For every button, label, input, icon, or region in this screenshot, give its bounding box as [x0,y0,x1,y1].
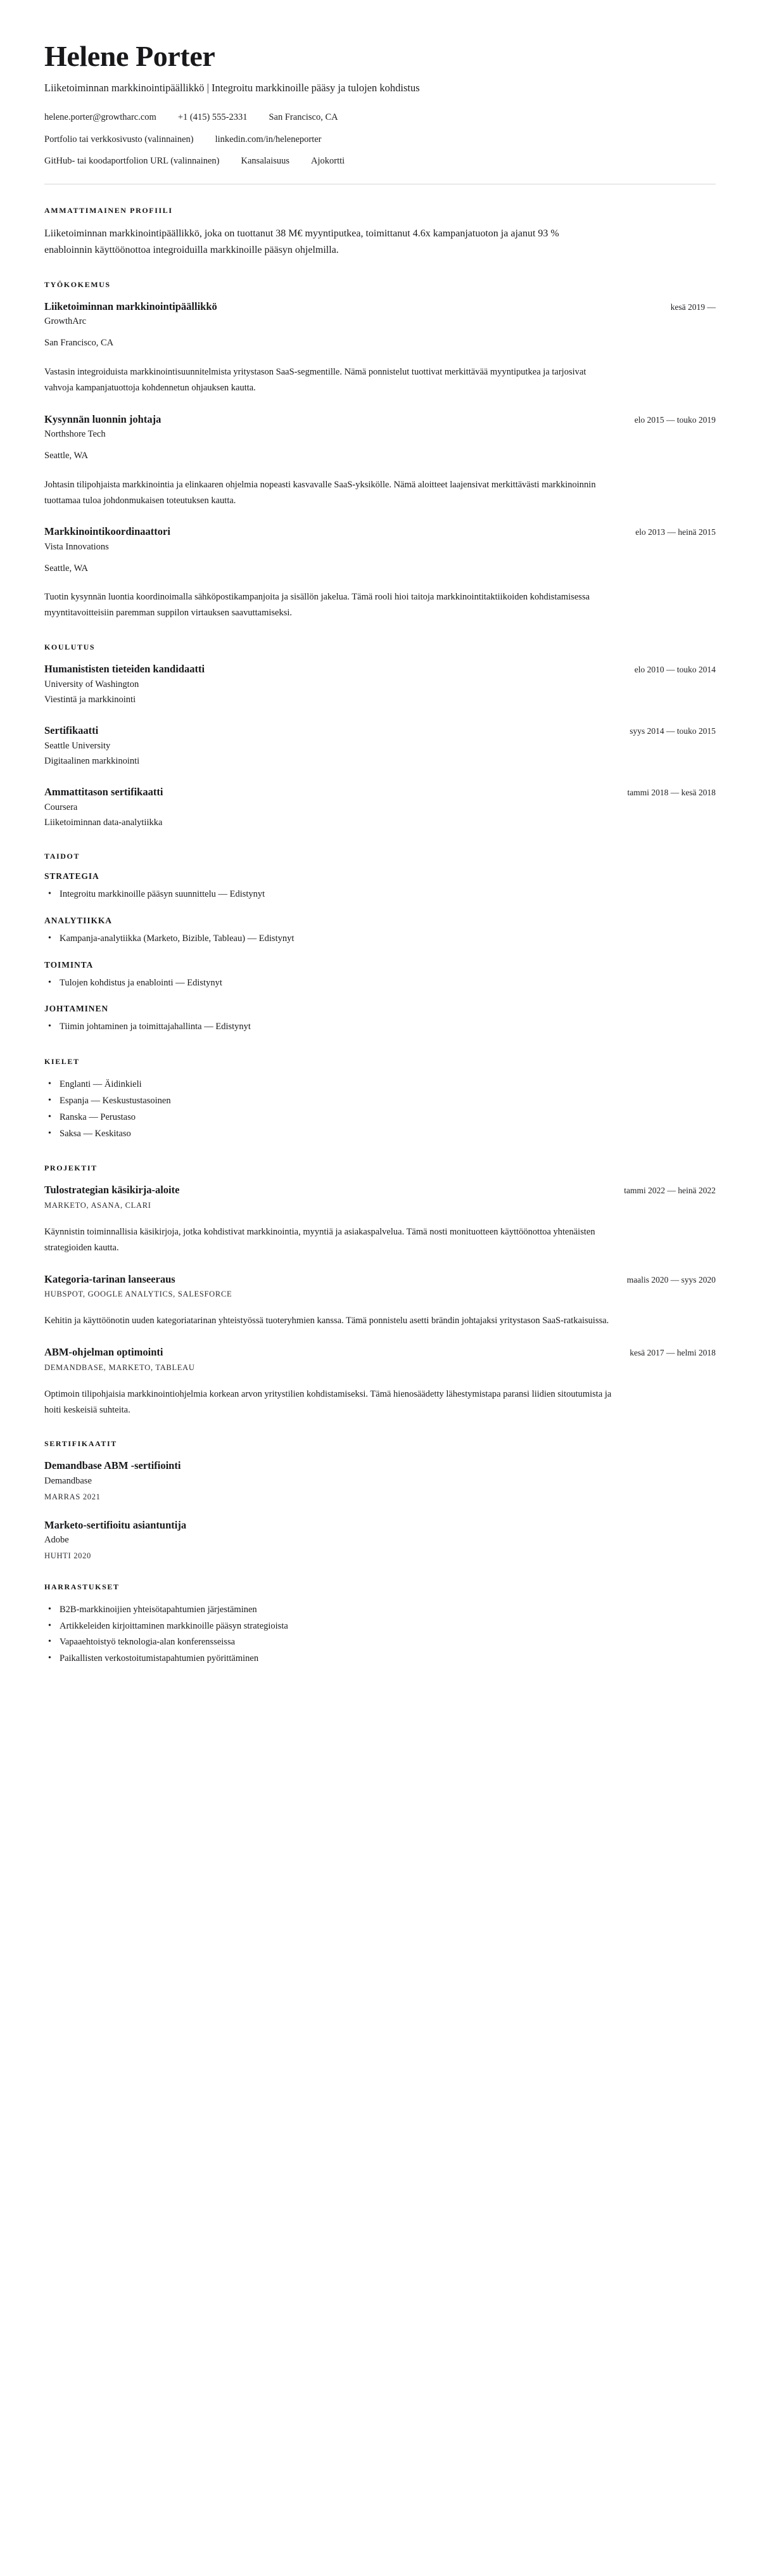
education-entry [44,724,716,769]
contact-row-links [44,133,716,147]
job-location: Seattle, WA [44,450,88,461]
job-location: San Francisco, CA [44,338,114,348]
skill-item: • Tiimin johtaminen ja toimittajahallinta — Edistynyt [44,1019,716,1035]
section-skills [44,852,716,1035]
skill-category: ANALYTIIKKA [44,915,112,925]
page-title: Helene Porter [44,40,215,72]
skill-item: • Kampanja-analytiikka (Marketo, Bizible, Tableau) — Edistynyt [44,931,716,947]
contact-driving-licence: Ajokortti [311,156,345,167]
skill-list [44,1019,716,1035]
hobby-item: • B2B-markkinoijien yhteisötapahtumien järjestäminen [44,1602,716,1618]
skill-group [44,960,716,992]
education-entry [44,785,716,830]
section-title-hobbies: HARRASTUKSET [44,1582,120,1591]
school-name: Seattle University [44,740,111,751]
job-description: Tuotin kysynnän luontia koordinoimalla sähköpostikampanjoita ja sisällön jakelua. Tämä rooli hioi taitoja markkinointitaktiikoiden kohdistamisessa myyntitavoitteisiin paremman suppilon virtauksen saavuttamiseksi. [44,592,590,618]
job-company: Vista Innovations [44,541,109,552]
field-of-study: Viestintä ja markkinointi [44,695,136,705]
job-description: Vastasin integroiduista markkinointisuunnitelmista yritystason SaaS-segmentille. Nämä ponnistelut tuottivat merkittävää myyntiputkea ja tarjosivat vahvoja kampanjatuottoja kohdennetun ohjauksen kautta. [44,366,586,393]
skill-item: • Integroitu markkinoille pääsyn suunnittelu — Edistynyt [44,887,716,903]
hobby-item: • Artikkeleiden kirjoittaminen markkinoille pääsyn strategioista [44,1618,716,1635]
degree-name: Humanististen tieteiden kandidaatti [44,663,205,676]
experience-entry [44,300,716,396]
certification-name: Demandbase ABM -sertifiointi [44,1459,181,1472]
project-name: Kategoria-tarinan lanseeraus [44,1272,175,1285]
skill-group [44,916,716,947]
project-date: maalis 2020 — syys 2020 [626,1274,716,1285]
contact-row-extra [44,155,716,169]
skill-group [44,1004,716,1035]
certification-date: MARRAS 2021 [44,1492,101,1501]
project-description: Kehitin ja käyttöönotin uuden kategoriatarinan yhteistyössä tuoteryhmien kanssa. Tämä ponnistelu asetti brändin johtajaksi yritystason SaaS-ratkaisuissa. [44,1316,609,1326]
section-title-experience: TYÖKOKEMUS [44,279,111,289]
experience-entry [44,413,716,509]
degree-date: elo 2010 — touko 2014 [634,665,716,675]
profile-summary: Liiketoiminnan markkinointipäällikkö, joka on tuottanut 38 M€ myyntiputkea, toimittanut 4.6x kampanjatuoton ja ajanut 93 % enabloinnin käyttöönottoa integroiduilla markkinoille pääsyn ohjelmilla. [44,228,559,255]
degree-date: tammi 2018 — kesä 2018 [627,788,716,798]
skill-list [44,887,716,903]
skill-category: JOHTAMINEN [44,1004,109,1014]
entry-header [44,300,716,313]
project-name: ABM-ohjelman optimointi [44,1346,163,1359]
project-date: tammi 2022 — heinä 2022 [624,1186,716,1196]
certification-entry [44,1459,716,1501]
section-title-certifications: SERTIFIKAATIT [44,1439,117,1449]
contact-row-primary [44,111,716,125]
project-entry [44,1183,716,1255]
contact-linkedin[interactable]: linkedin.com/in/heleneporter [215,134,322,144]
project-stack: DEMANDBASE, MARKETO, TABLEAU [44,1362,195,1372]
contact-email[interactable]: helene.porter@growtharc.com [44,112,156,122]
skill-list [44,931,716,947]
education-entry [44,662,716,707]
degree-name: Sertifikaatti [44,724,99,737]
language-item: • Ranska — Perustaso [44,1110,716,1126]
headline: Liiketoiminnan markkinointipäällikkö | Integroitu markkinoille pääsy ja tulojen kohdistus [44,81,420,94]
certification-issuer: Demandbase [44,1475,92,1486]
section-certifications [44,1439,716,1560]
contact-nationality: Kansalaisuus [241,156,290,167]
entry-header [44,525,716,538]
section-title-projects: PROJEKTIT [44,1163,98,1173]
school-name: Coursera [44,802,78,812]
certification-date: HUHTI 2020 [44,1551,92,1560]
contact-location: San Francisco, CA [269,112,338,122]
skill-item: • Tulojen kohdistus ja enablointi — Edistynyt [44,975,716,992]
entry-header [44,1345,716,1359]
project-description: Käynnistin toiminnallisia käsikirjoja, jotka kohdistivat markkinointia, myyntiä ja asiakaspalvelua. Tämä nosti monituotteen käyttöönottoa yhtenäisten strategioiden kautta. [44,1226,595,1253]
section-languages [44,1057,716,1142]
entry-header [44,413,716,426]
project-entry [44,1345,716,1418]
project-stack: MARKETO, ASANA, CLARI [44,1200,151,1210]
job-company: GrowthArc [44,316,87,327]
hobby-item: • Paikallisten verkostoitumistapahtumien pyörittäminen [44,1651,716,1667]
job-description: Johtasin tilipohjaista markkinointia ja elinkaaren ohjelmia nopeasti kasvavalle SaaS-yksikölle. Nämä aloitteet laajensivat merkittävästi markkinoinnin tuottamaa tuloa johdonmukaisen toteutuksen kautta. [44,479,596,506]
section-projects [44,1163,716,1418]
job-date: elo 2015 — touko 2019 [634,414,716,425]
contact-github[interactable]: GitHub- tai koodaportfolion URL (valinnainen) [44,156,220,167]
skill-category: STRATEGIA [44,871,99,881]
section-profile [44,206,716,259]
field-of-study: Digitaalinen markkinointi [44,756,140,767]
language-item: • Espanja — Keskustustasoinen [44,1093,716,1110]
language-item: • Englanti — Äidinkieli [44,1077,716,1093]
language-list [44,1077,716,1142]
degree-name: Ammattitason sertifikaatti [44,786,163,798]
section-hobbies [44,1582,716,1667]
project-stack: HUBSPOT, GOOGLE ANALYTICS, SALESFORCE [44,1290,232,1299]
project-name: Tulostrategian käsikirja-aloite [44,1184,180,1196]
experience-entry [44,525,716,621]
project-date: kesä 2017 — helmi 2018 [630,1348,716,1358]
section-experience [44,280,716,621]
contact-phone[interactable]: +1 (415) 555-2331 [177,112,248,122]
certification-entry [44,1518,716,1561]
entry-header [44,662,716,676]
section-title-languages: KIELET [44,1057,80,1067]
entry-header [44,785,716,798]
hobby-list [44,1602,716,1667]
job-role: Kysynnän luonnin johtaja [44,413,162,425]
skill-group [44,871,716,903]
field-of-study: Liiketoiminnan data-analytiikka [44,817,163,828]
contact-portfolio[interactable]: Portfolio tai verkkosivusto (valinnainen) [44,134,194,144]
section-title-skills: TAIDOT [44,852,80,861]
job-location: Seattle, WA [44,563,88,574]
certification-name: Marketo-sertifioitu asiantuntija [44,1518,187,1531]
job-company: Northshore Tech [44,429,106,440]
job-date: elo 2013 — heinä 2015 [635,527,716,537]
resume-header [44,41,716,184]
entry-header [44,724,716,737]
job-role: Liiketoiminnan markkinointipäällikkö [44,300,217,312]
skill-list [44,975,716,992]
section-education [44,643,716,830]
section-title-education: KOULUTUS [44,643,96,652]
degree-date: syys 2014 — touko 2015 [630,726,716,736]
project-entry [44,1272,716,1329]
section-title-profile: AMMATTIMAINEN PROFIILI [44,206,173,215]
certification-issuer: Adobe [44,1535,69,1546]
project-description: Optimoin tilipohjaisia markkinointiohjelmia korkean arvon yritystilien kohdistamiseksi. Tämä hienosäädetty lähestymistapa paransi liidien sitoutumista ja hoiti keskeisiä suhteita. [44,1388,612,1415]
job-role: Markkinointikoordinaattori [44,525,170,538]
job-date: kesä 2019 — [670,302,716,312]
language-item: • Saksa — Keskitaso [44,1126,716,1143]
school-name: University of Washington [44,679,139,689]
entry-header [44,1272,716,1286]
entry-header [44,1183,716,1196]
skill-category: TOIMINTA [44,959,94,970]
hobby-item: • Vapaaehtoistyö teknologia-alan konferensseissa [44,1634,716,1651]
